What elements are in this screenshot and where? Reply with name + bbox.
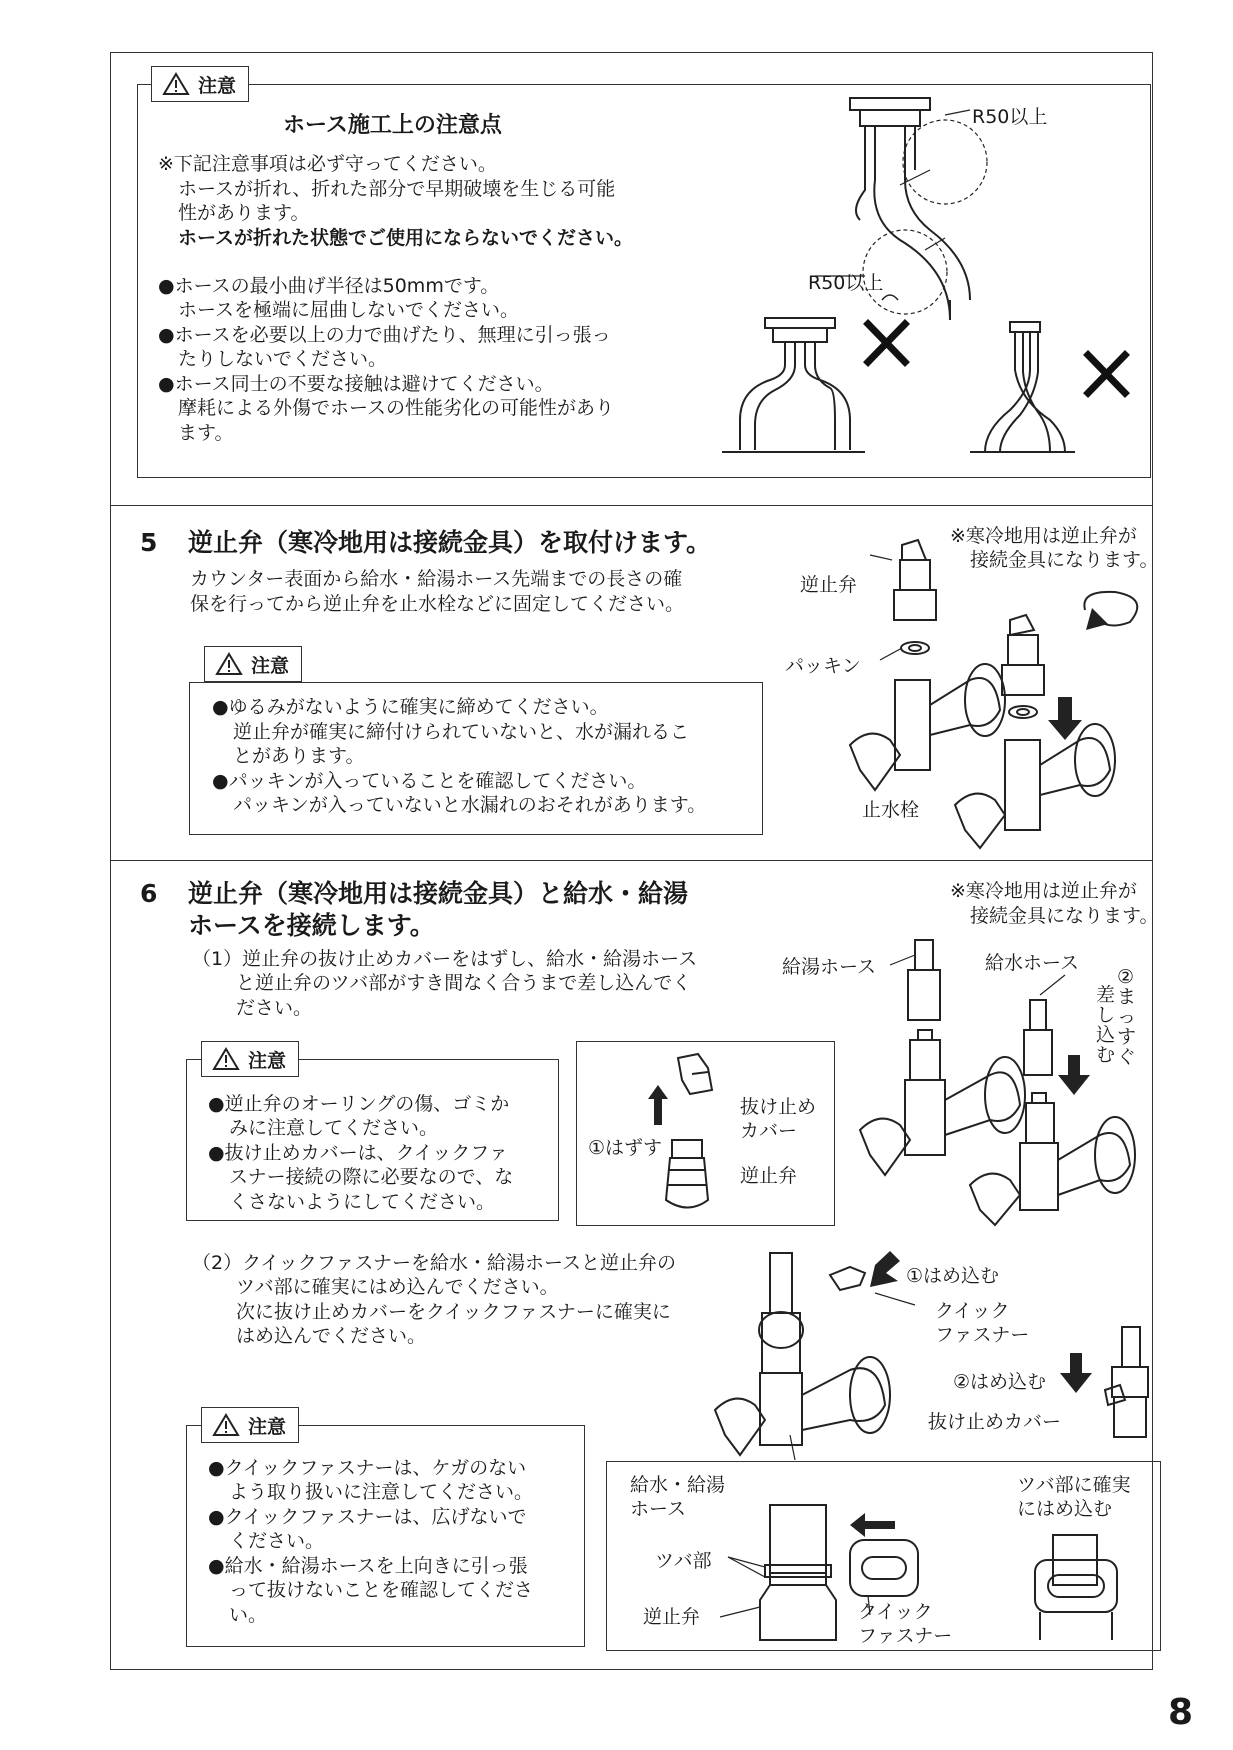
label-quick-fastener: ファスナー	[858, 1625, 953, 1647]
label-check-valve: 逆止弁	[643, 1606, 701, 1628]
r50-label-bottom: R50以上	[808, 272, 884, 294]
step6-caution2-tag	[201, 1407, 299, 1443]
step5-caution-line: ●ゆるみがないように確実に締めてください。	[212, 696, 609, 718]
section-divider-2	[110, 860, 1152, 861]
step6-caution1-line: ●逆止弁のオーリングの傷、ゴミか	[208, 1093, 510, 1115]
step5-caution-line: ●パッキンが入っていることを確認してください。	[212, 770, 647, 792]
label-cold-hose: 給水ホース	[985, 952, 1080, 974]
step6-note: ※寒冷地用は逆止弁が	[950, 880, 1137, 902]
step6-sub1: （1）逆止弁の抜け止めカバーをはずし、給水・給湯ホース	[192, 948, 698, 970]
hose-bend-illustration	[720, 90, 1150, 470]
r50-label-top: R50以上	[972, 106, 1048, 128]
caution-label: 注意	[248, 1049, 287, 1072]
label-insert: 差	[1096, 984, 1116, 1006]
label-insert: 込	[1096, 1024, 1116, 1046]
label-straight: ②	[1117, 966, 1135, 988]
section-divider-1	[110, 505, 1152, 506]
label-hose: 給水・給湯	[630, 1474, 726, 1496]
hose-caution-title: ホース施工上の注意点	[283, 113, 502, 138]
hose-intro-line: ※下記注意事項は必ず守ってください。	[158, 153, 497, 175]
step5-caution-line: とがあります。	[233, 745, 365, 767]
label-quick-fastener: クイック	[858, 1601, 933, 1623]
label-flange: ツバ部	[655, 1550, 712, 1572]
label-cover: 抜け止めカバー	[928, 1411, 1062, 1433]
caution-label: 注意	[248, 1415, 287, 1438]
label-fit-1: ①はめ込む	[906, 1265, 1000, 1287]
label-hose: ホース	[630, 1498, 687, 1520]
page-number: 8	[1168, 1692, 1194, 1733]
caution-label: 注意	[251, 654, 290, 677]
hose-intro-line: 性があります。	[178, 202, 310, 224]
step6-sub2: ツバ部に確実にはめ込んでください。	[236, 1276, 559, 1298]
step6-caution1-line: スナー接続の際に必要なので、な	[229, 1166, 514, 1188]
step5-body: 保を行ってから逆止弁を止水栓などに固定してください。	[190, 593, 685, 615]
warning-icon	[215, 652, 243, 676]
step6-caution1-line: ●抜け止めカバーは、クイックファ	[208, 1142, 508, 1164]
label-stopcock: 止水栓	[862, 799, 920, 821]
label-remove: ①はずす	[588, 1137, 663, 1159]
step6-caution2-line: ください。	[229, 1530, 325, 1552]
step6-caution2-line: ●クイックファスナーは、広げないで	[208, 1506, 527, 1528]
label-quick-fastener: ファスナー	[935, 1324, 1030, 1346]
step6-caution2-line: い。	[229, 1604, 268, 1626]
hose-connection-illustration	[850, 935, 1150, 1225]
label-check-valve: 逆止弁	[800, 574, 858, 596]
caution-label: 注意	[198, 74, 237, 97]
label-straight: ま	[1117, 986, 1137, 1008]
label-straight: ぐ	[1117, 1046, 1137, 1068]
label-straight: す	[1117, 1026, 1137, 1048]
step5-note: ※寒冷地用は逆止弁が	[950, 525, 1137, 547]
hose-bullet: ●ホース同士の不要な接触は避けてください。	[158, 373, 554, 395]
label-cover: カバー	[740, 1120, 798, 1142]
hose-bullet: ●ホースを必要以上の力で曲げたり、無理に引っ張っ	[158, 324, 611, 346]
step6-caution1-line: くさないようにしてください。	[229, 1191, 496, 1213]
hose-intro-line: ホースが折れ、折れた部分で早期破壊を生じる可能	[178, 178, 616, 200]
step6-sub2: （2）クイックファスナーを給水・給湯ホースと逆止弁の	[192, 1252, 677, 1274]
label-quick-fastener: クイック	[935, 1300, 1010, 1322]
step5-caution-tag	[204, 646, 302, 682]
hose-bullet: 摩耗による外傷でホースの性能劣化の可能性があり	[178, 397, 615, 419]
step6-sub2: はめ込んでください。	[236, 1325, 427, 1347]
hose-bullet: ホースを極端に屈曲しないでください。	[178, 299, 520, 321]
warning-icon	[212, 1047, 240, 1071]
step6-caution2-line: って抜けないことを確認してくださ	[229, 1579, 534, 1601]
label-packing: パッキン	[785, 655, 861, 677]
step6-caution2-line: ●クイックファスナーは、ケガのない	[208, 1457, 527, 1479]
step6-sub1: ださい。	[236, 997, 313, 1019]
step6-note: 接続金具になります。	[970, 905, 1159, 927]
hose-bullet: たりしないでください。	[178, 348, 388, 370]
step5-caution-line: パッキンが入っていないと水漏れのおそれがあります。	[233, 794, 707, 816]
arrow-up-icon	[648, 1085, 668, 1125]
warning-icon	[162, 72, 190, 96]
warning-icon	[212, 1413, 240, 1437]
step6-title: 逆止弁（寒冷地用は接続金具）と給水・給湯	[188, 879, 689, 908]
label-straight: っ	[1117, 1006, 1137, 1028]
label-fit-flange: にはめ込む	[1017, 1498, 1113, 1520]
label-fit-flange: ツバ部に確実	[1017, 1474, 1131, 1496]
step6-number: 6	[140, 879, 158, 908]
label-insert: し	[1096, 1004, 1116, 1026]
step6-caution2-line: よう取り扱いに注意してください。	[229, 1481, 534, 1503]
step5-title: 逆止弁（寒冷地用は接続金具）を取付けます。	[188, 528, 712, 557]
step6-title: ホースを接続します。	[188, 911, 435, 940]
hose-bullet: ●ホースの最小曲げ半径は50mmです。	[158, 275, 500, 297]
label-fit-2: ②はめ込む	[953, 1371, 1047, 1393]
step6-caution1-line: みに注意してください。	[229, 1117, 439, 1139]
hose-bullet: ます。	[178, 422, 234, 444]
step6-caution2-line: ●給水・給湯ホースを上向きに引っ張	[208, 1555, 528, 1577]
step6-caution1-tag	[201, 1041, 299, 1077]
step5-caution-line: 逆止弁が確実に締付けられていないと、水が漏れるこ	[233, 721, 690, 743]
step5-body: カウンター表面から給水・給湯ホース先端までの長さの確	[190, 568, 683, 590]
step6-sub1: と逆止弁のツバ部がすき間なく合うまで差し込んでく	[236, 972, 692, 994]
label-cover: 抜け止め	[740, 1096, 817, 1118]
step5-number: 5	[140, 528, 158, 557]
label-hot-hose: 給湯ホース	[782, 956, 877, 978]
label-insert: む	[1096, 1044, 1116, 1066]
step5-note: 接続金具になります。	[970, 549, 1159, 571]
step6-sub2: 次に抜け止めカバーをクイックファスナーに確実に	[236, 1301, 671, 1323]
hose-caution-tag	[151, 66, 249, 102]
hose-intro-bold: ホースが折れた状態でご使用にならないでください。	[178, 227, 634, 249]
label-check-valve: 逆止弁	[740, 1165, 798, 1187]
